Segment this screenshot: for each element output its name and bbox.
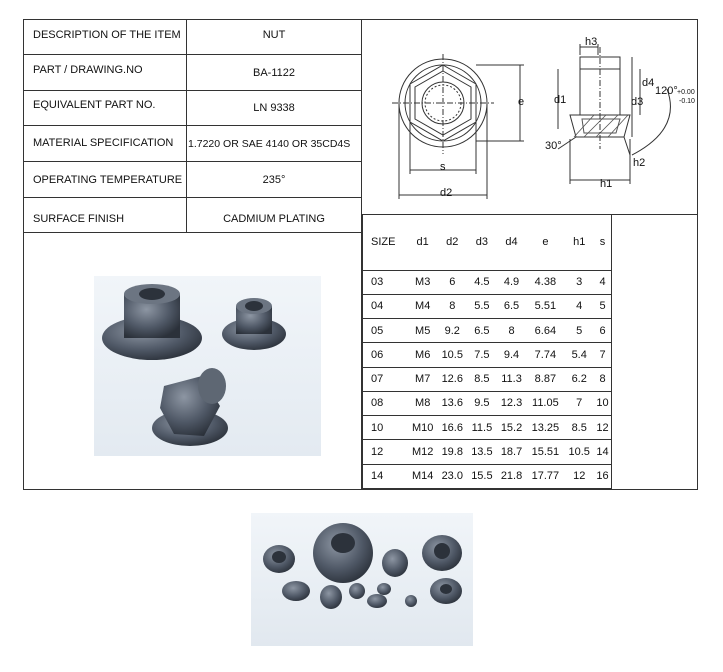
table-cell: 4 [594, 270, 611, 294]
table-cell: 05 [363, 319, 408, 343]
table-cell: 15.2 [497, 416, 527, 440]
nuts-image [94, 276, 321, 456]
table-cell: 14 [363, 464, 408, 488]
spec-label: MATERIAL SPECIFICATION [33, 137, 174, 149]
spec-value: NUT [262, 29, 286, 41]
header-d2: d2 [437, 214, 467, 270]
spec-row-line [23, 90, 362, 91]
table-row [363, 343, 611, 367]
table-cell: 9.5 [467, 391, 497, 415]
table-row [363, 416, 611, 440]
table-cell: 16 [594, 464, 611, 488]
header-size: SIZE [363, 214, 408, 270]
table-cell: 17.77 [526, 464, 564, 488]
product-photo [94, 276, 321, 456]
table-cell: 7.74 [526, 343, 564, 367]
table-cell: 08 [363, 391, 408, 415]
table-row [363, 440, 611, 464]
table-cell: M4 [408, 294, 438, 318]
table-cell: 18.7 [497, 440, 527, 464]
table-cell: 7.5 [467, 343, 497, 367]
table-cell: 4.38 [526, 270, 564, 294]
table-cell: M14 [408, 464, 438, 488]
table-cell: 12.6 [437, 367, 467, 391]
spec-label: DESCRIPTION OF THE ITEM [33, 29, 181, 41]
spec-row-line [23, 125, 362, 126]
label-s: s [440, 161, 446, 173]
table-cell: 13.25 [526, 416, 564, 440]
table-cell: 11.3 [497, 367, 527, 391]
table-row [363, 464, 611, 488]
table-row [363, 319, 611, 343]
table-cell: 9.4 [497, 343, 527, 367]
table-cell: 8 [594, 367, 611, 391]
label-angle: 120° [655, 85, 678, 97]
front-view-drawing [392, 54, 524, 199]
label-h3: h3 [585, 36, 598, 48]
table-cell: 5.51 [526, 294, 564, 318]
spec-label: EQUIVALENT PART NO. [33, 99, 156, 111]
table-cell: 15.51 [526, 440, 564, 464]
table-cell: 06 [363, 343, 408, 367]
table-cell: 23.0 [437, 464, 467, 488]
side-view-drawing [558, 44, 670, 184]
table-cell: 6.64 [526, 319, 564, 343]
nuts-assortment-image [251, 513, 473, 646]
table-cell: 16.6 [437, 416, 467, 440]
table-cell: 8.5 [467, 367, 497, 391]
table-cell: 10 [363, 416, 408, 440]
spec-row-line [23, 54, 362, 55]
dimensions-table [362, 214, 612, 489]
spec-value: BA-1122 [253, 67, 295, 79]
label-tolerance-minus: -0.10 [679, 98, 695, 105]
product-photo-assortment [251, 513, 473, 646]
spec-label: OPERATING TEMPERATURE [33, 174, 183, 186]
table-cell: 10 [594, 391, 611, 415]
table-cell: 5.5 [467, 294, 497, 318]
table-cell: M7 [408, 367, 438, 391]
table-cell: 14 [594, 440, 611, 464]
spec-row-line [23, 232, 362, 233]
table-row [363, 270, 611, 294]
table-cell: 8.5 [564, 416, 594, 440]
table-cell: 03 [363, 270, 408, 294]
table-cell: 7 [564, 391, 594, 415]
table-cell: 10.5 [564, 440, 594, 464]
label-h2: h2 [633, 157, 646, 169]
table-cell: 13.6 [437, 391, 467, 415]
header-d1: d1 [408, 214, 438, 270]
table-cell: 5 [594, 294, 611, 318]
spec-row-line [23, 161, 362, 162]
table-cell: 4.5 [467, 270, 497, 294]
table-cell: 6.5 [467, 319, 497, 343]
table-cell: 4 [564, 294, 594, 318]
spec-value: CADMIUM PLATING [223, 213, 325, 225]
header-h1: h1 [564, 214, 594, 270]
label-e: e [518, 96, 525, 108]
table-header-row [363, 214, 611, 270]
label-d1: d1 [554, 94, 567, 106]
table-cell: 21.8 [497, 464, 527, 488]
spec-value: LN 9338 [253, 102, 295, 114]
header-e: e [526, 214, 564, 270]
table-cell: 12 [594, 416, 611, 440]
label-tolerance-plus: +0.00 [677, 89, 695, 96]
table-cell: 7 [594, 343, 611, 367]
table-cell: 8 [497, 319, 527, 343]
table-cell: M5 [408, 319, 438, 343]
table-cell: M12 [408, 440, 438, 464]
table-cell: 11.5 [467, 416, 497, 440]
table-row [363, 367, 611, 391]
label-h1: h1 [600, 178, 613, 190]
table-cell: 10.5 [437, 343, 467, 367]
header-s: s [594, 214, 611, 270]
table-cell: 11.05 [526, 391, 564, 415]
table-cell: 5.4 [564, 343, 594, 367]
spec-value: 1.7220 OR SAE 4140 OR 35CD4S [188, 138, 351, 150]
table-cell: 19.8 [437, 440, 467, 464]
table-cell: 3 [564, 270, 594, 294]
table-cell: 4.9 [497, 270, 527, 294]
table-row [363, 294, 611, 318]
technical-drawing [362, 19, 698, 214]
table-cell: 12 [564, 464, 594, 488]
table-cell: M8 [408, 391, 438, 415]
table-cell: 9.2 [437, 319, 467, 343]
header-d4: d4 [497, 214, 527, 270]
table-cell: 04 [363, 294, 408, 318]
spec-label: PART / DRAWING.NO [33, 64, 143, 76]
table-cell: 8 [437, 294, 467, 318]
table-cell: 6 [594, 319, 611, 343]
table-cell: 07 [363, 367, 408, 391]
label-d4: d4 [642, 77, 655, 89]
table-cell: 6.2 [564, 367, 594, 391]
table-cell: 6.5 [497, 294, 527, 318]
table-cell: 6 [437, 270, 467, 294]
label-d2: d2 [440, 187, 453, 199]
header-d3: d3 [467, 214, 497, 270]
table-cell: 15.5 [467, 464, 497, 488]
table-cell: M10 [408, 416, 438, 440]
spec-row-line [23, 197, 362, 198]
table-cell: 13.5 [467, 440, 497, 464]
table-cell: M6 [408, 343, 438, 367]
table-cell: M3 [408, 270, 438, 294]
table-cell: 12 [363, 440, 408, 464]
spec-label: SURFACE FINISH [33, 213, 125, 225]
table-cell: 5 [564, 319, 594, 343]
table-row [363, 391, 611, 415]
spec-value: 235° [262, 174, 286, 186]
label-30-degree: 30° [545, 140, 562, 152]
table-cell: 12.3 [497, 391, 527, 415]
table-cell: 8.87 [526, 367, 564, 391]
label-d3: d3 [631, 96, 644, 108]
